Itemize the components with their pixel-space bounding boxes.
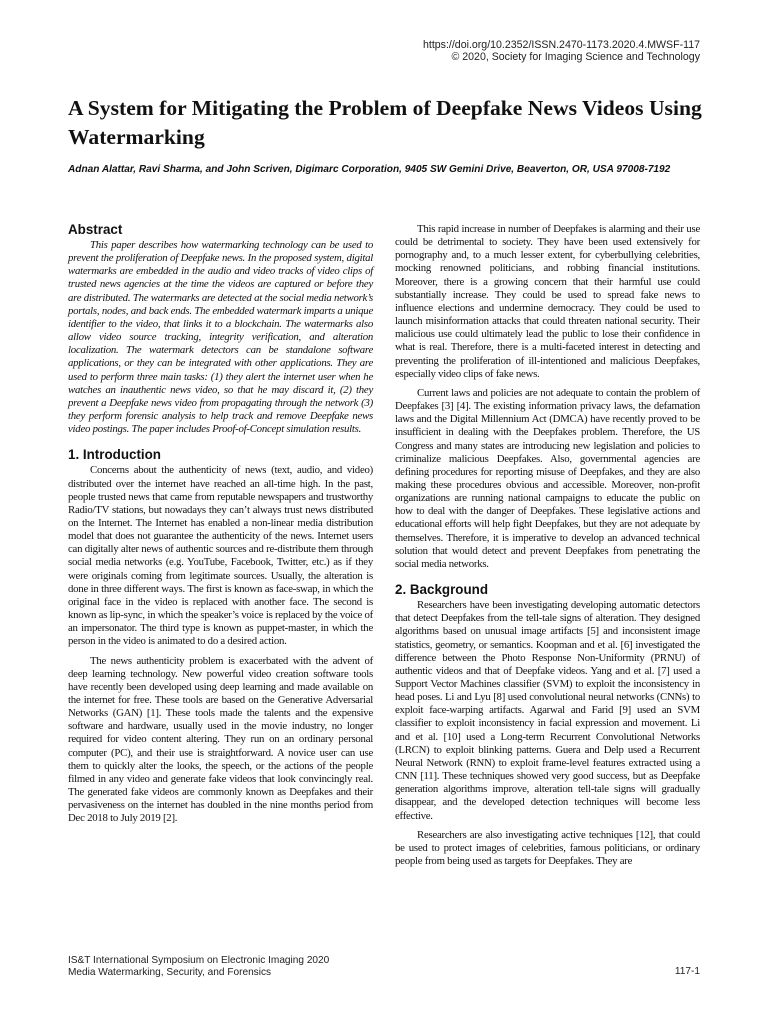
page-number: 117-1 — [674, 966, 700, 977]
left-column — [68, 222, 373, 826]
paragraph: Concerns about the authenticity of news (text, audio, and video) distributed over the internet have reached an all-time high. In the past, people trusted news that came from reputable newspapers and trustworthy Radio/TV stations, but nowadays they can’t always trust news distributed on the Internet. The Internet has enabled a non-linear media distribution model that does not guarantee the authenticity of the news. Internet users can digitally alter news of authentic sources and re-distribute them through social media networks (e.g. YouTube, Facebook, Twitter, etc.) as if they were originals coming from legitimate sources. Usually, the alteration is done in three different ways. The first is known as face-swap, in which the original face in the video is replaced with another face. The second is known as lip-sync, in which the speaker’s voice is replaced by the voice of an impersonator. The third type is known as puppet-master, in which the person in the video is animated to do a desired action. — [68, 464, 373, 648]
doi-link[interactable]: https://doi.org/10.2352/ISSN.2470-1173.2020.4.MWSF-117 — [423, 39, 700, 51]
paragraph: The news authenticity problem is exacerbated with the advent of deep learning technology. New powerful video creation software tools have recently been developed using deep learning and made available on the internet for free. These tools are based on the Generative Adversarial Networks (GAN) [1]. These tools made the talents and the expensive software and hardware, usually used in the movie industry, no longer required for video content altering. They run on an ordinary personal computer (PC), and their use is straightforward. A novice user can use them to quickly alter the looks, the speech, or the actions of the people filmed in any video and generate fake videos that look convincingly real. The generated fake videos are commonly known as Deepfakes and their pervasiveness on the internet has doubled in the nine months period from Dec 2018 to July 2019 [2]. — [68, 654, 373, 825]
doi-header — [423, 39, 700, 63]
introduction-heading: 1. Introduction — [68, 447, 161, 463]
paragraph: Researchers have been investigating developing automatic detectors that detect Deepfakes from the tell-tale signs of alteration. They designed algorithms based on unusual image artifacts [5] and inconsistent image statistics, geometry, or semantics. Koopman and et al. [6] investigated the difference between the Photo Response Non-Uniformity (PRNU) of authentic videos and that of Deepfake videos. Yang and et al. [7] used a Support Vector Machines classifier (SVM) to exploit the inconsistency in head poses. Li and Lyu [8] used convolutional neural networks (CNNs) to exploit face-warping artifacts. Agarwal and Farid [9] used an SVM classifier to exploit inconsistency in facial expression and movement. Li and et al. [10] used a Long-term Recurrent Convolutional Networks (LRCN) to exploit blinking patterns. Guera and Delp used a Recurrent Neural Network (RNN) to exploit frame-level features extracted using a CNN [11]. These techniques showed very good success, but as Deepfake generation algorithms improve, alteration tell-tale signs will gradually disappear, and the developed detection techniques will become less effective. — [395, 599, 700, 822]
background-heading: 2. Background — [395, 582, 489, 598]
paper-title: A System for Mitigating the Problem of Deepfake News Videos Using Watermarking — [68, 96, 702, 149]
abstract-heading: Abstract — [68, 222, 123, 237]
right-column — [395, 223, 700, 868]
abstract-text: This paper describes how watermarking technology can be used to prevent the proliferation of Deepfake news. In the proposed system, digital watermarks are embedded in the audio and video tracks of video clips of trusted news agencies at the time the videos are captured or before they are distributed. The watermarks are detected at the social media network’s portals, nodes, and back ends. The embedded watermark imparts a unique identifier to the video, that links it to a blockchain. The watermarks also allow video source tracking, integrity verification, and alteration localization. The watermark detectors can be standalone software applications, or they can be integrated with other applications. They are used to perform three main tasks: (1) they alert the internet user when he watches an inauthentic news video, so that he may discard it, (2) they prevent a Deepfake news video from propagating through the network (3) they perform forensic analysis to help track and remove Deepfake news video postings. The paper includes Proof-of-Concept simulation results. — [68, 239, 373, 436]
author-line: Adnan Alattar, Ravi Sharma, and John Scriven, Digimarc Corporation, 9405 SW Gemini Drive, Beaverton, OR, USA 97008-7192 — [68, 164, 671, 175]
copyright-line: © 2020, Society for Imaging Science and Technology — [451, 51, 700, 64]
paragraph: Researchers are also investigating active techniques [12], that could be used to protect images of celebrities, famous politicians, or ordinary people from being used as targets for Deepfakes. They are — [395, 828, 700, 868]
paragraph: This rapid increase in number of Deepfakes is alarming and their use could be detrimental to society. They have been used extensively for pornography and, to a much lesser extent, for cyberbullying celebrities, mocking renowned politicians, and robbing financial institutions. Moreover, there is a growing concern that their harmful use could substantially increase. They could be used to spread fake news to influence elections and undermine democracy. They could be used to launch misinformation attacks that could threaten national security. Their malicious use could ultimately lead the public to lose their confidence in what is real. Therefore, there is a multi-faceted interest in detecting and preventing the proliferation of ill-intentioned and malicious Deepfakes, especially video clips of fake news. — [395, 223, 700, 380]
paragraph: Current laws and policies are not adequate to contain the problem of Deepfakes [3] [4]. The existing information privacy laws, the defamation laws and the Digital Millennium Act (DMCA) have recently proved to be insufficient in dealing with the Deepfakes problem. Therefore, the US Congress and many states are introducing new legislation and policies to criminalize malicious Deepfakes. Also, governmental agencies are defining procedures for reporting misuse of Deepfakes, and they are also making these procedures obvious and accessible. Moreover, non-profit organizations are running national campaigns to educate the public on how to deal with the danger of Deepfakes. These legislative actions and educational efforts will help fight Deepfakes, but they are not adequate by themselves. Therefore, it is imperative to develop an advanced technical solution that would detect and prevent Deepfakes from penetrating the social media networks. — [395, 386, 700, 570]
footer-line-1: IS&T International Symposium on Electronic Imaging 2020 — [68, 955, 330, 966]
footer-conference — [68, 955, 329, 978]
footer-line-2: Media Watermarking, Security, and Forensics — [68, 966, 272, 978]
